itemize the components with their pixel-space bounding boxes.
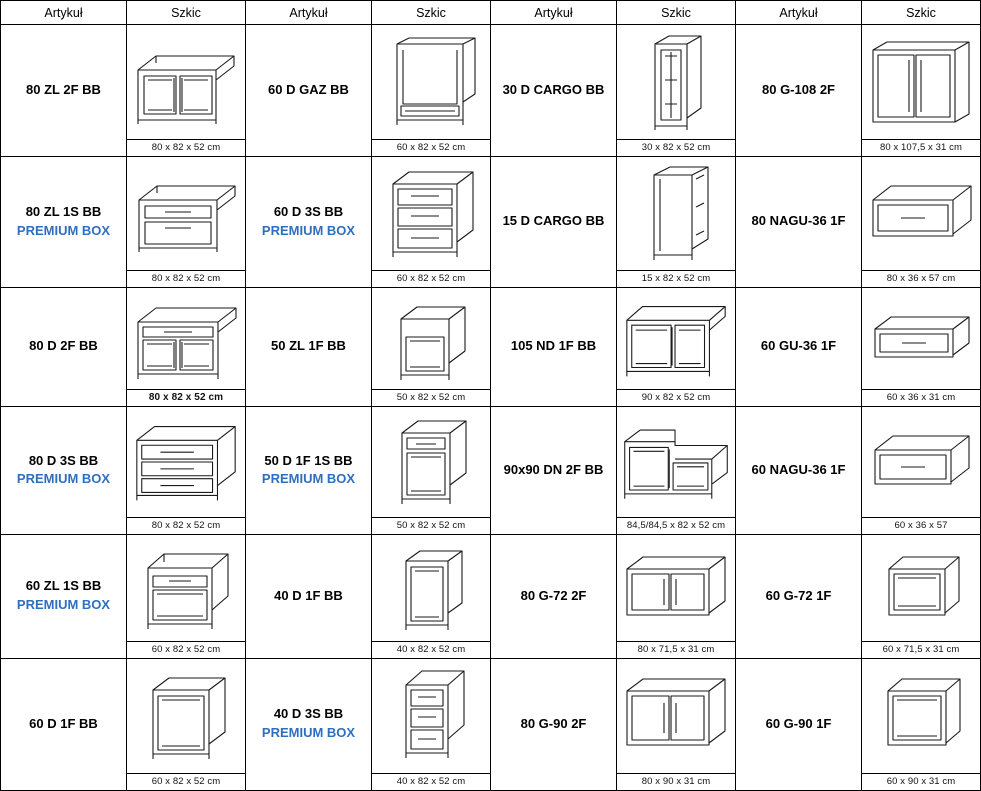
- article-code: 90x90 DN 2F BB: [503, 461, 604, 477]
- wall-cabinet-2-door-icon: [617, 535, 735, 640]
- article-cell: [491, 287, 617, 406]
- base-cabinet-1-door-sink-icon: [372, 288, 490, 388]
- sketch-cell: [127, 534, 246, 658]
- wall-cabinet-1-door-90-icon: [862, 659, 980, 772]
- sketch-cell: [617, 534, 736, 658]
- sketch-cell: [862, 406, 981, 534]
- corner-base-cabinet-icon: [617, 288, 735, 388]
- table-row: [1, 287, 981, 406]
- table-row: [1, 406, 981, 534]
- sketch-cell: [372, 406, 491, 534]
- wall-cabinet-lift-up-deep-2-icon: [862, 407, 980, 516]
- premium-box-badge: PREMIUM BOX: [16, 597, 111, 613]
- sketch-cell: [862, 25, 981, 157]
- article-cell: [1, 157, 127, 287]
- article-cell: [1, 287, 127, 406]
- base-cabinet-door-drawer-icon: [372, 407, 490, 516]
- article-code: 50 ZL 1F BB: [271, 338, 346, 354]
- sketch-cell: [372, 287, 491, 406]
- article-code: 50 D 1F 1S BB: [264, 452, 353, 468]
- article-cell: [736, 287, 862, 406]
- base-cabinet-1-door-narrow-icon: [372, 535, 490, 640]
- article-cell: [246, 287, 372, 406]
- article-code: 60 D 3S BB: [273, 204, 344, 220]
- dimension-label: 80 x 82 x 52 cm: [127, 389, 245, 403]
- sketch-cell: [862, 157, 981, 287]
- base-cabinet-2-door-sink-icon: [127, 25, 245, 138]
- article-cell: [736, 157, 862, 287]
- sketch-cell: [617, 406, 736, 534]
- column-header-article-1: Artykuł: [1, 1, 127, 25]
- sketch-cell: [617, 25, 736, 157]
- article-cell: [736, 658, 862, 790]
- article-cell: [1, 25, 127, 157]
- sketch-cell: [127, 287, 246, 406]
- dimension-label: 60 x 82 x 52 cm: [127, 641, 245, 655]
- table-row: [1, 25, 981, 157]
- premium-box-badge: PREMIUM BOX: [16, 222, 111, 238]
- cargo-pullout-slim-icon: [617, 157, 735, 268]
- premium-box-badge: PREMIUM BOX: [261, 222, 356, 238]
- article-code: 80 D 3S BB: [28, 452, 99, 468]
- dimension-label: 60 x 82 x 52 cm: [127, 773, 245, 787]
- column-header-sketch-4: Szkic: [862, 1, 981, 25]
- base-cabinet-2-door-drawer-icon: [127, 288, 245, 388]
- dimension-label: 60 x 82 x 52 cm: [372, 270, 490, 284]
- wall-cabinet-1-door-icon: [862, 535, 980, 640]
- sketch-cell: [127, 406, 246, 534]
- oven-housing-open-icon: [372, 25, 490, 138]
- article-code: 80 ZL 1S BB: [25, 204, 102, 220]
- dimension-label: 40 x 82 x 52 cm: [372, 773, 490, 787]
- sketch-cell: [372, 658, 491, 790]
- premium-box-badge: PREMIUM BOX: [16, 471, 111, 487]
- dimension-label: 80 x 82 x 52 cm: [127, 139, 245, 153]
- article-cell: [491, 534, 617, 658]
- article-cell: [1, 534, 127, 658]
- article-cell: [736, 25, 862, 157]
- column-header-sketch-3: Szkic: [617, 1, 736, 25]
- cargo-pullout-narrow-icon: [617, 25, 735, 138]
- article-cell: [246, 157, 372, 287]
- base-cabinet-sink-drawer-icon: [127, 535, 245, 640]
- dimension-label: 60 x 90 x 31 cm: [862, 773, 980, 787]
- sketch-cell: [862, 534, 981, 658]
- sketch-cell: [617, 658, 736, 790]
- sketch-cell: [862, 287, 981, 406]
- sketch-cell: [127, 157, 246, 287]
- column-header-article-3: Artykuł: [491, 1, 617, 25]
- base-cabinet-1-door-icon: [127, 659, 245, 772]
- dimension-label: 60 x 36 x 57: [862, 517, 980, 531]
- sketch-cell: [372, 157, 491, 287]
- dimension-label: 80 x 82 x 52 cm: [127, 517, 245, 531]
- wall-cabinet-lift-up-deep-icon: [862, 157, 980, 268]
- base-cabinet-3-drawers-narrow-icon: [372, 659, 490, 772]
- dimension-label: 40 x 82 x 52 cm: [372, 641, 490, 655]
- column-header-article-2: Artykuł: [246, 1, 372, 25]
- article-code: 105 ND 1F BB: [510, 338, 597, 354]
- base-cabinet-3-drawers-icon: [372, 157, 490, 268]
- sketch-cell: [617, 157, 736, 287]
- article-code: 40 D 3S BB: [273, 706, 344, 722]
- dimension-label: 84,5/84,5 x 82 x 52 cm: [617, 517, 735, 531]
- dimension-label: 60 x 71,5 x 31 cm: [862, 641, 980, 655]
- article-code: 15 D CARGO BB: [502, 213, 605, 229]
- wall-cabinet-2-door-tall-icon: [862, 25, 980, 138]
- article-code: 80 G-72 2F: [520, 587, 587, 603]
- article-code: 60 G-90 1F: [765, 715, 832, 731]
- dimension-label: 90 x 82 x 52 cm: [617, 389, 735, 403]
- article-code: 40 D 1F BB: [274, 587, 343, 603]
- column-header-article-4: Artykuł: [736, 1, 862, 25]
- article-code: 80 D 2F BB: [29, 338, 98, 354]
- article-code: 60 GU-36 1F: [760, 338, 837, 354]
- dimension-label: 60 x 36 x 31 cm: [862, 389, 980, 403]
- article-cell: [736, 534, 862, 658]
- dimension-label: 80 x 107,5 x 31 cm: [862, 139, 980, 153]
- article-code: 60 D 1F BB: [29, 715, 98, 731]
- article-code: 80 G-108 2F: [762, 82, 835, 98]
- base-cabinet-1-drawer-sink-icon: [127, 157, 245, 268]
- column-header-sketch-2: Szkic: [372, 1, 491, 25]
- table-row: [1, 534, 981, 658]
- sketch-cell: [372, 25, 491, 157]
- catalog-body: [1, 25, 981, 791]
- article-cell: [491, 658, 617, 790]
- article-code: 80 ZL 2F BB: [26, 82, 101, 98]
- dimension-label: 30 x 82 x 52 cm: [617, 139, 735, 153]
- dimension-label: 50 x 82 x 52 cm: [372, 517, 490, 531]
- wall-cabinet-lift-up-icon: [862, 288, 980, 388]
- dimension-label: 80 x 36 x 57 cm: [862, 270, 980, 284]
- dimension-label: 60 x 82 x 52 cm: [372, 139, 490, 153]
- wall-cabinet-2-door-90-icon: [617, 659, 735, 772]
- table-row: [1, 157, 981, 287]
- article-code: 60 ZL 1S BB: [25, 578, 102, 594]
- article-cell: [491, 157, 617, 287]
- premium-box-badge: PREMIUM BOX: [261, 471, 356, 487]
- article-cell: [736, 406, 862, 534]
- article-code: 60 NAGU-36 1F: [751, 461, 846, 477]
- sketch-cell: [127, 658, 246, 790]
- article-cell: [246, 406, 372, 534]
- article-code: 80 G-90 2F: [520, 715, 587, 731]
- sketch-cell: [617, 287, 736, 406]
- premium-box-badge: PREMIUM BOX: [261, 725, 356, 741]
- dimension-label: 50 x 82 x 52 cm: [372, 389, 490, 403]
- article-cell: [1, 658, 127, 790]
- dimension-label: 80 x 71,5 x 31 cm: [617, 641, 735, 655]
- sketch-cell: [862, 658, 981, 790]
- corner-l-base-cabinet-icon: [617, 407, 735, 516]
- dimension-label: 15 x 82 x 52 cm: [617, 270, 735, 284]
- article-cell: [246, 658, 372, 790]
- article-cell: [246, 25, 372, 157]
- article-code: 60 G-72 1F: [765, 587, 832, 603]
- article-cell: [1, 406, 127, 534]
- table-row: [1, 658, 981, 790]
- sketch-cell: [127, 25, 246, 157]
- column-header-sketch-1: Szkic: [127, 1, 246, 25]
- article-cell: [246, 534, 372, 658]
- dimension-label: 80 x 82 x 52 cm: [127, 270, 245, 284]
- article-code: 60 D GAZ BB: [268, 82, 349, 98]
- article-cell: [491, 406, 617, 534]
- table-header-row: [1, 1, 981, 25]
- base-cabinet-3-drawers-wide-icon: [127, 407, 245, 516]
- sketch-cell: [372, 534, 491, 658]
- article-cell: [491, 25, 617, 157]
- dimension-label: 80 x 90 x 31 cm: [617, 773, 735, 787]
- article-code: 30 D CARGO BB: [502, 82, 605, 98]
- article-code: 80 NAGU-36 1F: [751, 213, 846, 229]
